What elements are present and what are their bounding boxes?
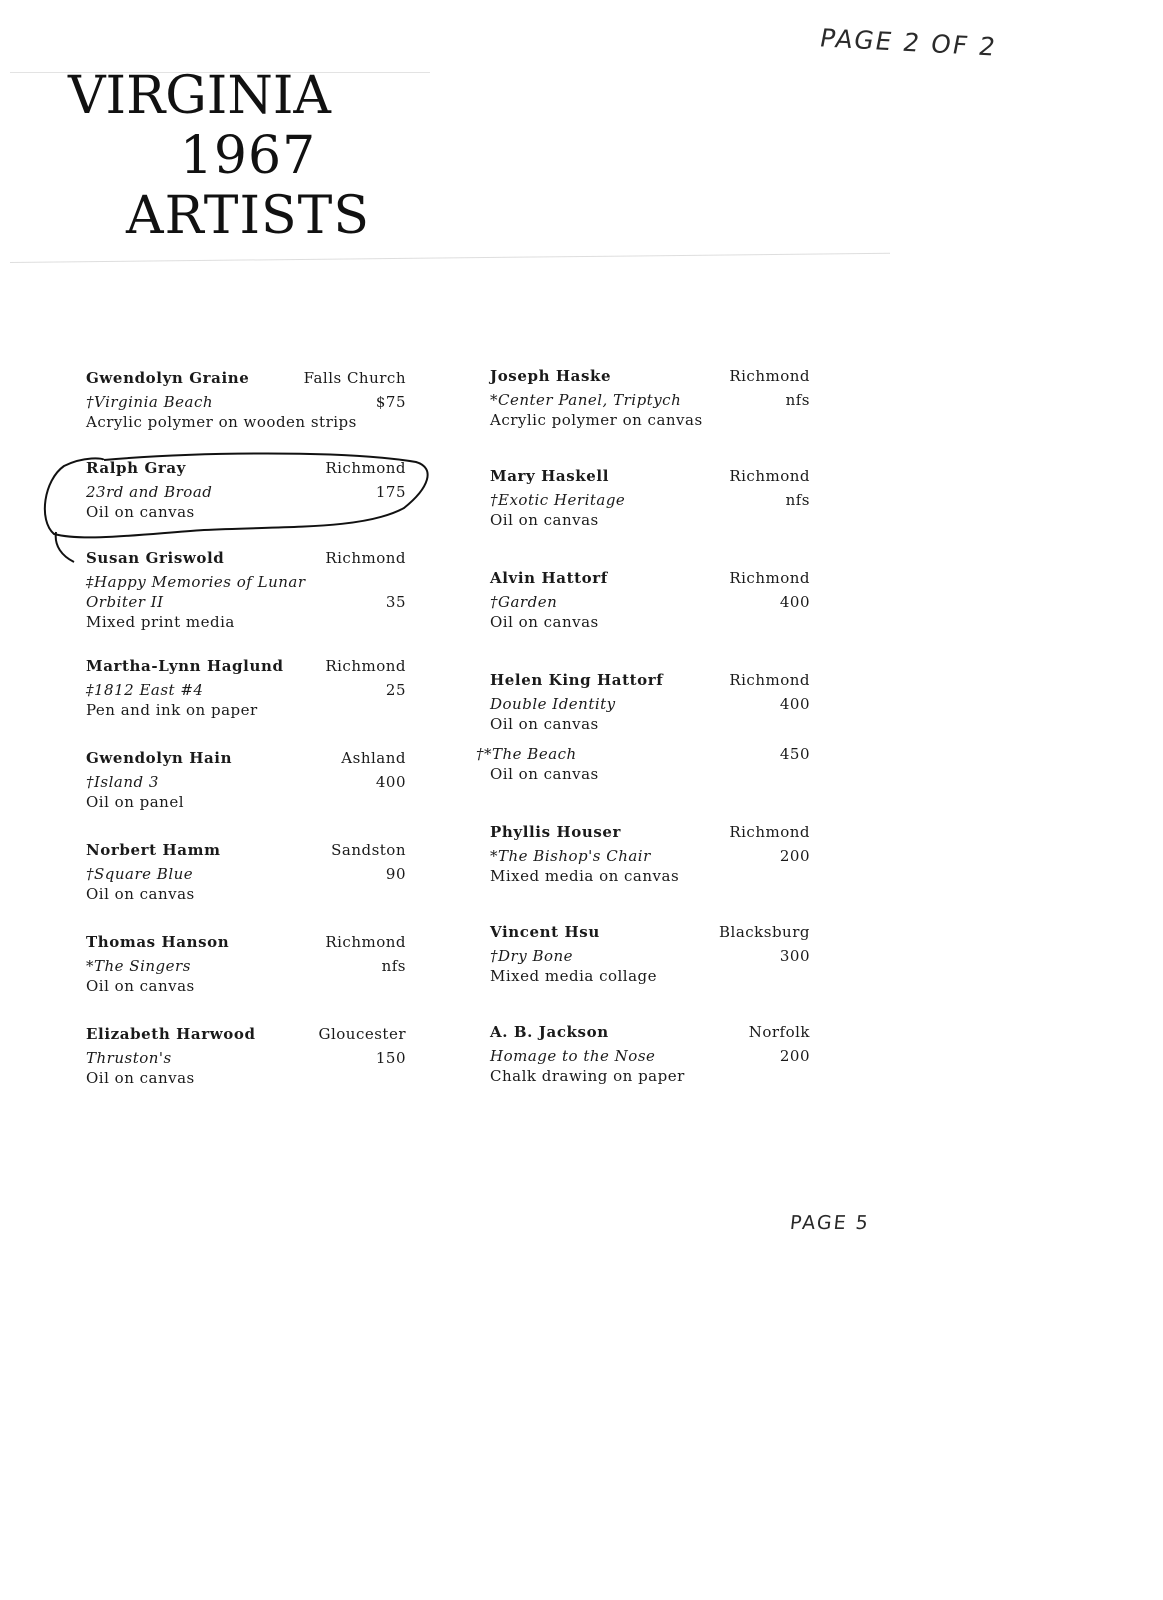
- artwork-medium: Oil on canvas: [490, 715, 599, 733]
- artwork-title: *Center Panel, Triptych: [490, 391, 682, 409]
- artist-entry: [86, 1024, 406, 1088]
- handwritten-page-note: PAGE 2 OF 2: [817, 23, 1000, 62]
- artwork-price: 400: [779, 593, 810, 611]
- artwork-title: Homage to the Nose: [490, 1047, 656, 1065]
- artwork-price: $75: [375, 393, 406, 411]
- artist-entry: [490, 1022, 810, 1086]
- artist-name: Mary Haskell: [490, 467, 610, 485]
- artwork-price: 200: [779, 847, 810, 865]
- artist-entry: [86, 368, 406, 432]
- artist-name: Norbert Hamm: [86, 841, 221, 859]
- artwork-price: 400: [375, 773, 406, 791]
- artwork-medium: Mixed print media: [86, 613, 235, 631]
- artwork-medium: Chalk drawing on paper: [490, 1067, 685, 1085]
- artwork-price: 35: [385, 593, 406, 611]
- artwork-title: †Garden: [490, 593, 558, 611]
- artwork-price: 200: [779, 1047, 810, 1065]
- artist-name: Gwendolyn Hain: [86, 749, 233, 767]
- artwork-medium: Mixed media collage: [490, 967, 658, 985]
- artist-entry: [490, 466, 810, 530]
- artist-name: Gwendolyn Graine: [86, 369, 250, 387]
- artwork-title: †Virginia Beach: [86, 393, 214, 411]
- title-line-2: 1967: [179, 126, 317, 186]
- artwork-price: 450: [779, 745, 810, 763]
- artwork-title: 23rd and Broad: [86, 483, 213, 501]
- artwork-title: ‡Happy Memories of Lunar Orbiter II: [86, 573, 306, 611]
- artwork-price: nfs: [381, 957, 406, 975]
- artist-entry: [490, 922, 810, 986]
- artwork-price: 25: [385, 681, 406, 699]
- artist-entry: [86, 932, 406, 996]
- handdrawn-circle-mark: [44, 450, 429, 562]
- artist-city: Richmond: [729, 823, 810, 841]
- artwork-medium: Acrylic polymer on canvas: [490, 411, 703, 429]
- artist-city: Falls Church: [303, 369, 406, 387]
- artist-name: Phyllis Houser: [490, 823, 622, 841]
- artist-city: Ashland: [341, 749, 406, 767]
- artwork-medium: Acrylic polymer on wooden strips: [86, 413, 357, 431]
- artist-city: Richmond: [325, 549, 406, 567]
- artwork-price: nfs: [785, 491, 810, 509]
- artwork-medium: Mixed media on canvas: [490, 867, 680, 885]
- artist-name: Thomas Hanson: [86, 933, 230, 951]
- artist-city: Richmond: [729, 467, 810, 485]
- artist-name: Alvin Hattorf: [490, 569, 608, 587]
- artwork-title: *The Singers: [86, 957, 191, 975]
- artwork-medium: Pen and ink on paper: [86, 701, 258, 719]
- handwritten-page-number: PAGE 5: [788, 1212, 871, 1234]
- artwork-title: †Dry Bone: [490, 947, 574, 965]
- artwork-title: Double Identity: [490, 695, 616, 713]
- artist-city: Norfolk: [748, 1023, 810, 1041]
- artist-city: Richmond: [729, 367, 810, 385]
- artist-city: Gloucester: [318, 1025, 406, 1043]
- artwork-title: *The Bishop's Chair: [490, 847, 651, 865]
- artwork-price: 300: [779, 947, 810, 965]
- artist-name: A. B. Jackson: [490, 1023, 609, 1041]
- catalog-title: [68, 66, 428, 246]
- artwork-title: ‡1812 East #4: [86, 681, 204, 699]
- title-line-3: ARTISTS: [126, 186, 370, 246]
- artist-city: Blacksburg: [719, 923, 810, 941]
- artist-name: Joseph Haske: [490, 367, 612, 385]
- artist-entry: [86, 840, 406, 904]
- artwork-medium: Oil on canvas: [490, 511, 599, 529]
- artist-city: Richmond: [729, 671, 810, 689]
- artist-entry: [86, 748, 406, 812]
- artwork-price: nfs: [785, 391, 810, 409]
- artist-name: Susan Griswold: [86, 549, 225, 567]
- artist-city: Richmond: [729, 569, 810, 587]
- artwork-title: †Exotic Heritage: [490, 491, 626, 509]
- artwork-title: Thruston's: [86, 1049, 172, 1067]
- artist-name: Ralph Gray: [86, 459, 186, 477]
- artist-entry: [86, 656, 406, 720]
- artwork-medium: Oil on canvas: [86, 977, 195, 995]
- artist-entry: [490, 822, 810, 886]
- artist-name: Helen King Hattorf: [490, 671, 664, 689]
- artist-entry: [476, 670, 810, 784]
- artwork-title: †Square Blue: [86, 865, 194, 883]
- artist-city: Richmond: [325, 933, 406, 951]
- artwork-price: 150: [375, 1049, 406, 1067]
- artist-entry: [490, 366, 810, 430]
- artwork-price: 400: [779, 695, 810, 713]
- artwork-price: 90: [385, 865, 406, 883]
- artwork-title: †*The Beach: [476, 745, 577, 763]
- artist-name: Martha-Lynn Haglund: [86, 657, 284, 675]
- artwork-medium: Oil on canvas: [86, 503, 195, 521]
- artist-name: Vincent Hsu: [490, 923, 600, 941]
- artist-entry: [490, 568, 810, 632]
- artwork-medium: Oil on canvas: [86, 1069, 195, 1087]
- artwork-medium: Oil on panel: [86, 793, 184, 811]
- artwork-title: †Island 3: [86, 773, 159, 791]
- artist-city: Richmond: [325, 459, 406, 477]
- artist-city: Sandston: [331, 841, 406, 859]
- artwork-medium: Oil on canvas: [490, 613, 599, 631]
- artwork-medium: Oil on canvas: [490, 765, 599, 783]
- artwork-price: 175: [375, 483, 406, 501]
- artist-name: Elizabeth Harwood: [86, 1025, 256, 1043]
- artwork-medium: Oil on canvas: [86, 885, 195, 903]
- artist-city: Richmond: [325, 657, 406, 675]
- title-line-1: VIRGINIA: [68, 66, 331, 126]
- header-divider: [10, 253, 890, 263]
